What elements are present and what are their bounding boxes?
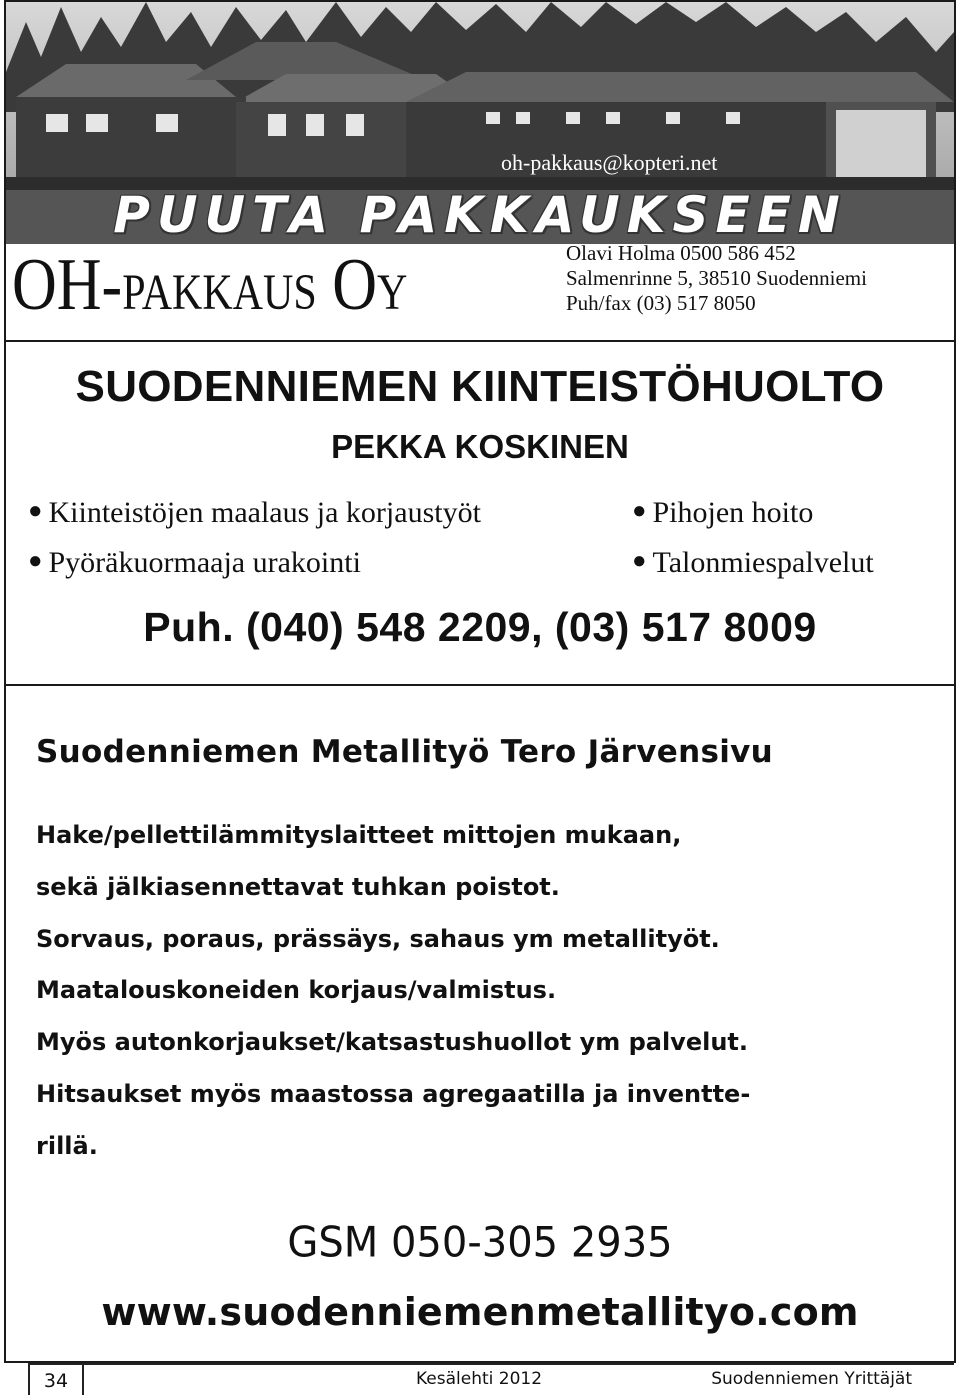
gsm-number: GSM 050-305 2935 (287, 1218, 673, 1268)
service-item (632, 496, 813, 530)
bullet-icon: ● (632, 498, 647, 524)
description-line: Hake/pellettilämmityslaitteet mittojen mukaan, (36, 821, 682, 849)
service-label: Talonmiespalvelut (652, 546, 874, 579)
publication-name: Suodenniemen Yrittäjät (711, 1369, 912, 1389)
service-item (632, 546, 874, 580)
description-line: rillä. (36, 1131, 98, 1160)
ad-oh-pakkaus (4, 0, 956, 342)
service-item (28, 546, 361, 580)
service-label: Pihojen hoito (652, 496, 814, 529)
company-title: Suodenniemen Metallityö Tero Järvensivu (36, 734, 774, 770)
page-number: 34 (28, 1363, 84, 1395)
issue-label: Kesälehti 2012 (416, 1369, 543, 1389)
service-label: Kiinteistöjen maalaus ja korjaustyöt (48, 496, 481, 529)
contact-details (566, 241, 867, 316)
ad-kiinteistohuolto (4, 340, 956, 686)
company-title: SUODENNIEMEN KIINTEISTÖHUOLTO (75, 362, 885, 411)
email-address: oh-pakkaus@kopteri.net (501, 150, 718, 175)
logo-part-oh: OH- (12, 244, 123, 326)
service-description (36, 810, 916, 1173)
service-item (28, 496, 481, 530)
footer-rule (28, 1363, 954, 1365)
bullet-icon: ● (28, 548, 43, 574)
logo-part-y: Y (377, 266, 408, 322)
contact-line: Salmenrinne 5, 38510 Suodenniemi (566, 266, 867, 290)
phone-numbers: Puh. (040) 548 2209, (03) 517 8009 (143, 604, 817, 650)
contact-line: Puh/fax (03) 517 8050 (566, 291, 756, 315)
logo-part-pakkaus: PAKKAUS (122, 266, 317, 322)
slogan-banner: PUUTA PAKKAUKSEEN (113, 186, 847, 244)
bullet-icon: ● (632, 548, 647, 574)
service-label: Pyöräkuormaaja urakointi (48, 546, 361, 579)
website-link[interactable]: www.suodenniemenmetallityo.com (101, 1290, 859, 1334)
description-line: Hitsaukset myös maastossa agregaatilla ja inventte- (36, 1079, 751, 1108)
description-line: sekä jälkiasennettavat tuhkan poistot. (36, 872, 560, 901)
description-line: Maatalouskoneiden korjaus/valmistus. (36, 976, 557, 1005)
company-logo (12, 244, 408, 326)
description-line: Myös autonkorjaukset/katsastushuollot ym palvelut. (36, 1028, 748, 1057)
contact-line: Olavi Holma 0500 586 452 (566, 241, 796, 265)
ad-metallityo (4, 684, 956, 1363)
description-line: Sorvaus, poraus, prässäys, sahaus ym metallityöt. (36, 924, 720, 953)
owner-name: PEKKA KOSKINEN (331, 428, 629, 465)
logo-part-o: O (316, 244, 378, 326)
bullet-icon: ● (28, 498, 43, 524)
